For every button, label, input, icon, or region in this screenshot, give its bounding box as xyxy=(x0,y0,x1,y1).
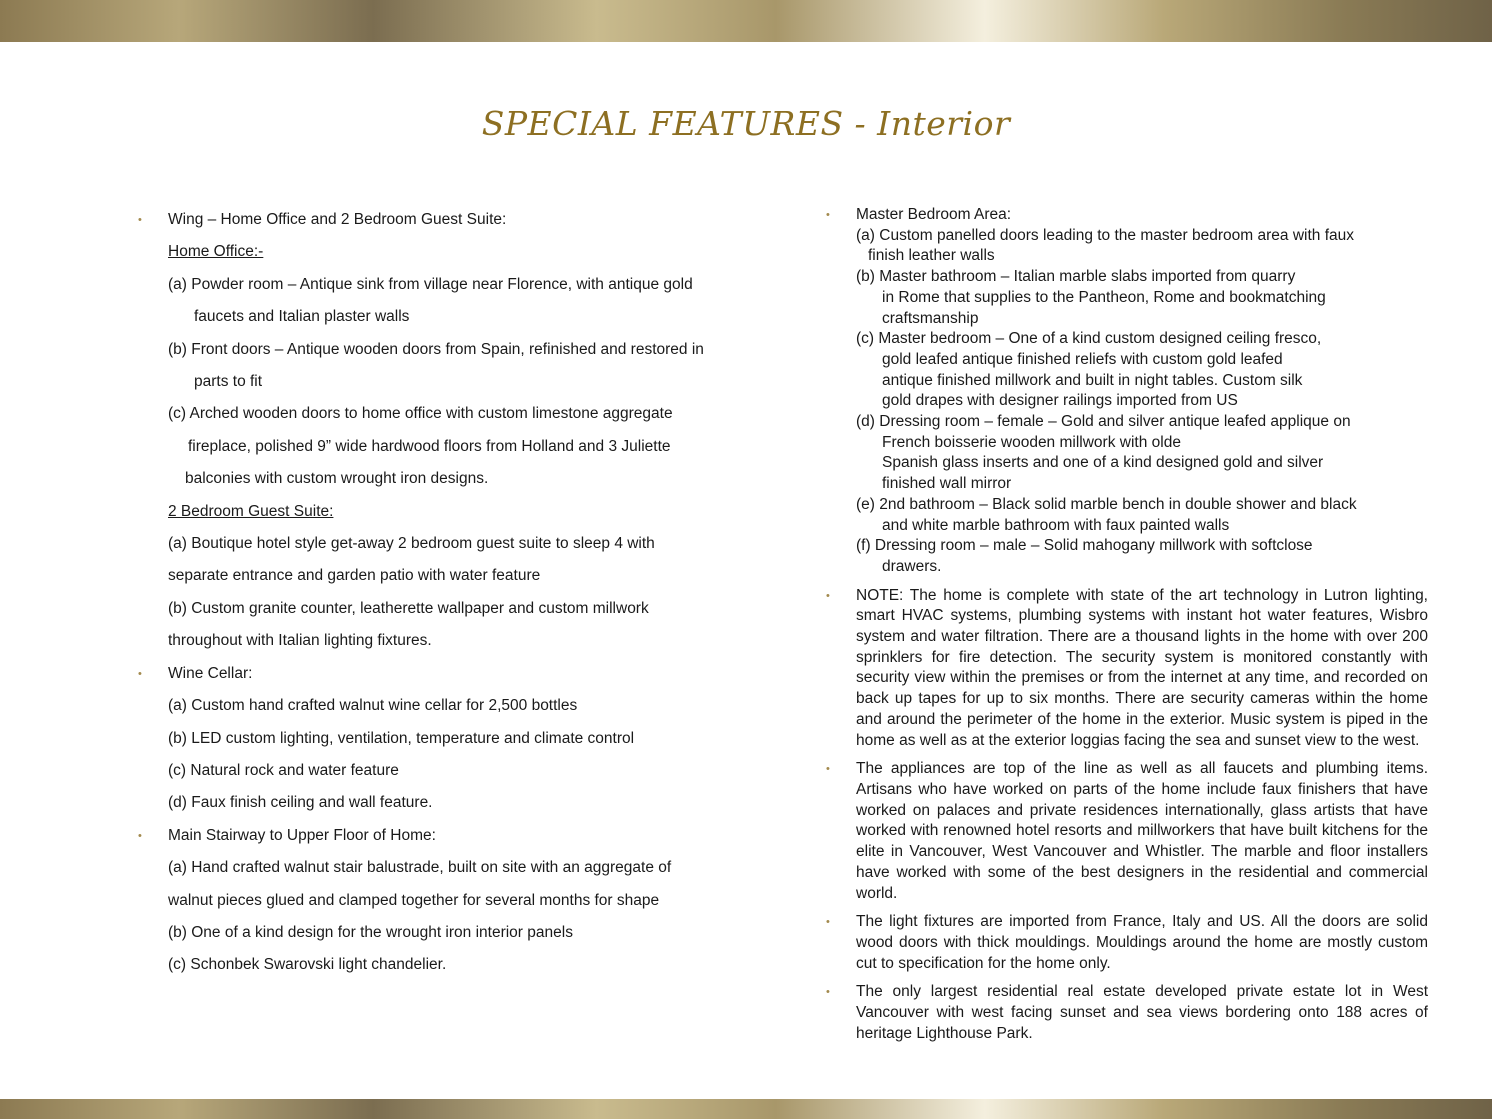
fixtures-paragraph: • The light fixtures are imported from France, Italy and US. All the doors are solid wood doors with thick mouldings. Mouldings around the home are mostly custom cut to specification for the home only. xyxy=(856,913,1428,972)
guest-suite-line: (b) Custom granite counter, leatherette wallpaper and custom millwork xyxy=(168,599,649,617)
right-column xyxy=(826,205,1428,1052)
home-office-line: (b) Front doors – Antique wooden doors from Spain, refinished and restored in xyxy=(168,340,704,358)
bullet-main-stairway xyxy=(138,820,748,982)
home-office-line: parts to fit xyxy=(194,373,263,391)
master-line: craftsmanship xyxy=(882,309,979,327)
wine-line: (d) Faux finish ceiling and wall feature. xyxy=(168,794,433,812)
stair-heading: • Main Stairway to Upper Floor of Home: xyxy=(168,826,436,844)
guest-suite-line: (a) Boutique hotel style get-away 2 bedroom guest suite to sleep 4 with xyxy=(168,535,655,553)
bullet-wing xyxy=(138,204,748,658)
wine-line: (b) LED custom lighting, ventilation, temperature and climate control xyxy=(168,729,635,747)
bullet-note xyxy=(826,586,1428,752)
guest-suite-line: separate entrance and garden patio with water feature xyxy=(168,567,541,585)
top-gold-band xyxy=(0,0,1492,42)
home-office-heading: Home Office:- xyxy=(168,243,264,261)
home-office-line: (a) Powder room – Antique sink from village near Florence, with antique gold xyxy=(168,275,693,293)
stair-line: (a) Hand crafted walnut stair balustrade, built on site with an aggregate of xyxy=(168,859,672,877)
master-line: (e) 2nd bathroom – Black solid marble bench in double shower and black xyxy=(856,495,1357,513)
master-line: finished wall mirror xyxy=(882,475,1012,493)
master-line: antique finished millwork and built in night tables. Custom silk xyxy=(882,371,1303,389)
home-office-line: (c) Arched wooden doors to home office with custom limestone aggregate xyxy=(168,405,673,423)
master-line: Spanish glass inserts and one of a kind designed gold and silver xyxy=(882,454,1324,472)
stair-line: (c) Schonbek Swarovski light chandelier. xyxy=(168,956,447,974)
master-line: (f) Dressing room – male – Solid mahogany millwork with softclose xyxy=(856,537,1313,555)
page-title: SPECIAL FEATURES - Interior xyxy=(481,104,1011,143)
master-line: drawers. xyxy=(882,557,942,575)
wine-heading: • Wine Cellar: xyxy=(168,664,253,682)
master-line: (b) Master bathroom – Italian marble slabs imported from quarry xyxy=(856,268,1296,286)
appliances-paragraph: • The appliances are top of the line as well as all faucets and plumbing items. Artisans who have worked on parts of the home include faux finishers that have worked on palaces and private residences internationally, glass artists that have worked with renowned hotel resorts and millworkers that have built kitchens for the elite in Vancouver, West Vancouver and Whistler. The marble and floor installers have worked with some of the best designers in the residential and commercial world. xyxy=(856,760,1428,902)
guest-suite-line: throughout with Italian lighting fixtures. xyxy=(168,632,432,650)
bullet-estate xyxy=(826,982,1428,1044)
bottom-gold-band xyxy=(0,1099,1492,1119)
bullet-appliances xyxy=(826,759,1428,904)
stair-line: walnut pieces glued and clamped together for several months for shape xyxy=(168,891,660,909)
master-line: gold leafed antique finished reliefs with custom gold leafed xyxy=(882,350,1283,368)
wine-line: (a) Custom hand crafted walnut wine cellar for 2,500 bottles xyxy=(168,697,578,715)
master-line: French boisserie wooden millwork with olde xyxy=(882,433,1181,451)
stair-line: (b) One of a kind design for the wrought iron interior panels xyxy=(168,923,573,941)
master-line: (d) Dressing room – female – Gold and silver antique leafed applique on xyxy=(856,413,1351,431)
bullet-master-bedroom xyxy=(826,205,1428,578)
bullet-wine-cellar xyxy=(138,658,748,820)
left-column xyxy=(138,204,748,982)
master-line: gold drapes with designer railings imported from US xyxy=(882,392,1238,410)
wing-heading: • Wing – Home Office and 2 Bedroom Guest Suite: xyxy=(168,211,507,228)
master-line: (c) Master bedroom – One of a kind custom designed ceiling fresco, xyxy=(856,330,1322,348)
wine-line: (c) Natural rock and water feature xyxy=(168,761,399,779)
master-heading: • Master Bedroom Area: xyxy=(856,206,1012,223)
note-paragraph: • NOTE: The home is complete with state of the art technology in Lutron lighting, smart HVAC systems, plumbing systems with instant hot water features, Wisbro system and water filtration. There are a thousand lights in the home with over 200 sprinklers for fire detection. The security system is monitored constantly with security view within the premises or from the internet at any time, and recorded on back up tapes for up to six months. There are security cameras within the home and around the perimeter of the home in the exterior. Music system is piped in the home as well as at the exterior loggias facing the sea and sunset view to the west. xyxy=(856,586,1428,749)
bullet-light-fixtures xyxy=(826,912,1428,974)
estate-paragraph: • The only largest residential real estate developed private estate lot in West Vancouver with west facing sunset and sea views bordering onto 188 acres of heritage Lighthouse Park. xyxy=(856,983,1428,1042)
home-office-line: balconies with custom wrought iron designs. xyxy=(185,470,489,488)
master-line: finish leather walls xyxy=(868,247,995,265)
home-office-line: faucets and Italian plaster walls xyxy=(194,308,410,326)
master-line: and white marble bathroom with faux painted walls xyxy=(882,516,1230,534)
home-office-line: fireplace, polished 9” wide hardwood floors from Holland and 3 Juliette xyxy=(188,437,671,455)
master-line: in Rome that supplies to the Pantheon, Rome and bookmatching xyxy=(882,288,1326,306)
guest-suite-heading: 2 Bedroom Guest Suite: xyxy=(168,502,334,520)
master-line: (a) Custom panelled doors leading to the master bedroom area with faux xyxy=(856,226,1354,244)
